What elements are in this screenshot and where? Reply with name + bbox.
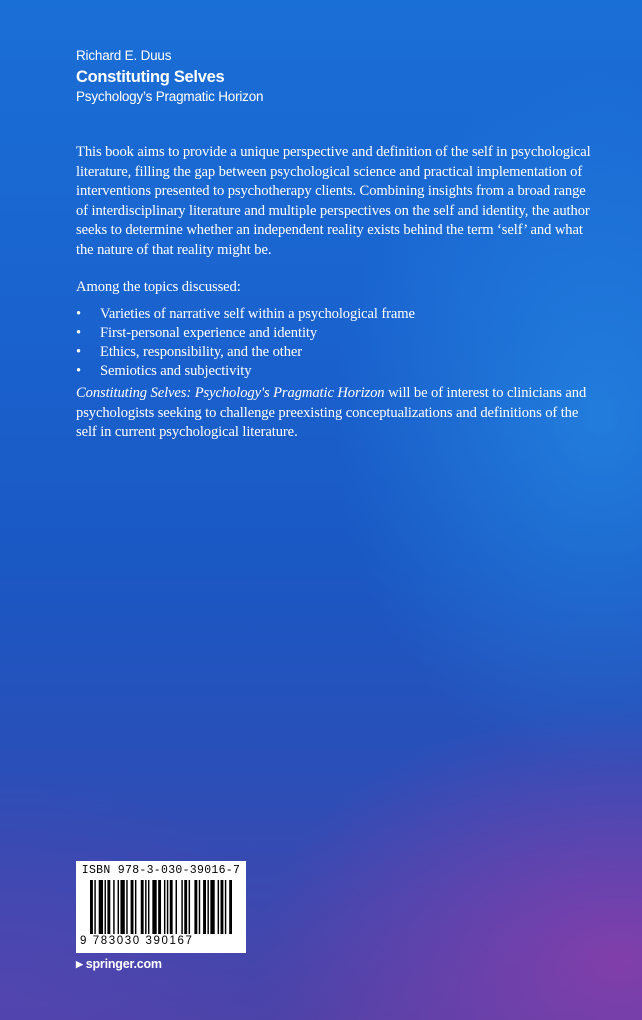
book-header [76,47,263,106]
bullet-icon: • [76,325,82,342]
topics-list [76,305,596,381]
publisher-link[interactable] [76,957,162,971]
topic-text: First-personal experience and identity [100,325,318,342]
intro-paragraph: This book aims to provide a unique perspective and definition of the self in psychological literature, filling the gap between psychological science and practical implementation of interventions presented to psychotherapy clients. Combining insights from a broad range of interdisciplinary literature and multiple perspectives on the self and identity, the author seeks to determine whether an independent reality exists behind the term ‘self’ and what the nature of that reality might be. [76,144,591,258]
publisher-website: springer.com [85,957,162,971]
arrow-right-icon: ▶ [76,959,83,969]
book-title: Constituting Selves [76,68,225,86]
barcode-digits: 9 783030 390167 [80,935,194,947]
book-description [76,143,596,443]
topic-text: Ethics, responsibility, and the other [100,344,303,361]
closing-book-title: Constituting Selves: Psychology's Pragmatic Horizon [76,385,385,402]
topic-text: Semiotics and subjectivity [100,363,252,380]
isbn-label: ISBN 978-3-030-39016-7 [81,864,241,877]
barcode-bars-icon [90,880,232,936]
closing-paragraph [76,384,596,443]
bullet-icon: • [76,306,82,323]
closing-text: will be of interest to clinicians and psychologists seeking to challenge preexisting conceptualizations and definitions of the self in current psychological literature. [76,385,587,441]
topic-item [76,305,596,324]
topic-text: Varieties of narrative self within a psychological frame [100,306,415,323]
bullet-icon: • [76,363,82,380]
book-subtitle: Psychology’s Pragmatic Horizon [76,89,264,104]
topics-lead: Among the topics discussed: [76,278,241,295]
author-name: Richard E. Duus [76,48,172,63]
isbn-barcode [76,861,246,953]
topic-item [76,324,596,343]
bullet-icon: • [76,344,82,361]
topic-item [76,362,596,381]
topic-item [76,343,596,362]
